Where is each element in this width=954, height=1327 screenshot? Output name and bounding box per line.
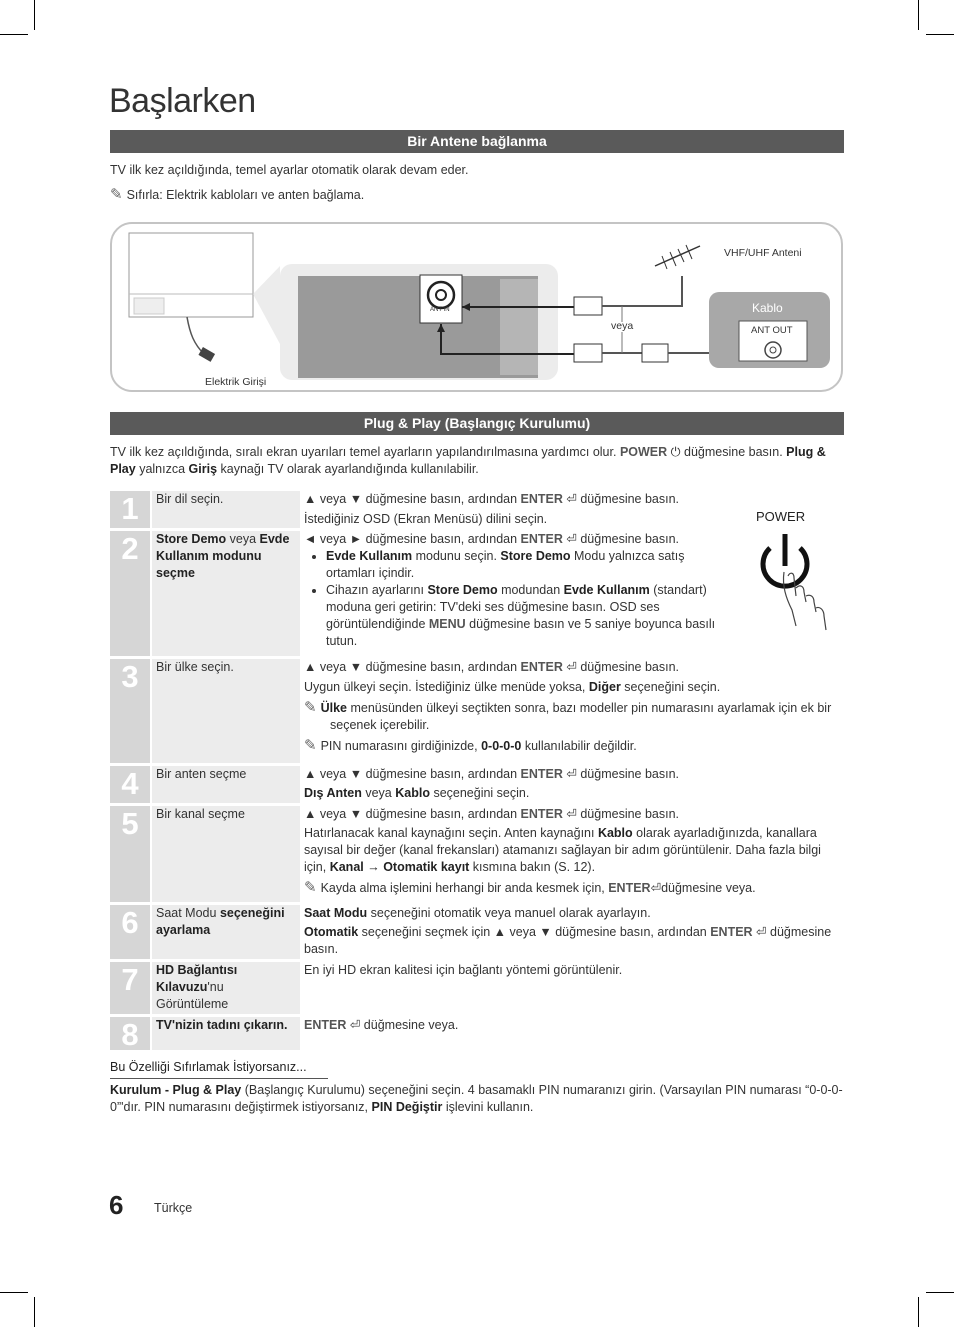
text: Kablo bbox=[395, 786, 430, 800]
power-finger-icon bbox=[748, 526, 838, 636]
step-number: 2 bbox=[110, 531, 150, 656]
power-button-illustration bbox=[748, 508, 838, 633]
enter-key: ENTER bbox=[520, 532, 563, 546]
text: düğmesine basın ve 5 saniye boyunca basılı tutun. bbox=[326, 617, 716, 648]
antenna-note bbox=[110, 186, 364, 204]
text: veya bbox=[361, 786, 396, 800]
intro-text: yalnızca bbox=[135, 462, 189, 476]
text: Saat Modu bbox=[156, 906, 220, 920]
text: Cihazın ayarlarını bbox=[326, 583, 428, 597]
text: düğmesine basın. bbox=[576, 492, 680, 506]
text: işlevini kullanın. bbox=[442, 1100, 534, 1114]
divider bbox=[110, 1078, 328, 1079]
enter-key: ENTER bbox=[710, 925, 753, 939]
text: 0-0-0-0 bbox=[481, 739, 522, 753]
crop-mark bbox=[0, 34, 28, 35]
text: En iyi HD ekran kalitesi için bağlantı yöntemi görüntülenir. bbox=[304, 963, 623, 977]
text: modunu seçin. bbox=[412, 549, 501, 563]
text: Kablo bbox=[597, 826, 633, 840]
text: olarak ayarladığınızda, kanallara sayısal bir değer (kanal frekansları) atamanızı sağlayan bir adım görüntülenir. Daha fazla bilgi için, bbox=[304, 826, 821, 874]
crop-mark bbox=[926, 1292, 954, 1293]
text: kullanılabilir değildir. bbox=[521, 739, 637, 753]
text: Kanal → Otomatik kayıt bbox=[329, 860, 470, 874]
text: Modu yalnızca satış ortamları içindir. bbox=[326, 549, 685, 580]
step-label: Bir kanal seçme bbox=[152, 806, 300, 902]
ant-in-label: ANT IN bbox=[430, 307, 450, 313]
crop-mark bbox=[918, 0, 919, 30]
text: 'nu Görüntüleme bbox=[156, 980, 229, 1011]
antenna-intro: TV ilk kez açıldığında, temel ayarlar otomatik olarak devam eder. bbox=[110, 163, 469, 177]
text: Evde Kullanım bbox=[563, 583, 650, 597]
step-label bbox=[152, 905, 300, 959]
text: Store Demo bbox=[427, 583, 498, 597]
enter-key-icon: ⏎ bbox=[346, 1018, 361, 1032]
enter-key: ENTER bbox=[304, 1018, 347, 1032]
reset-title: Bu Özelliği Sıfırlamak İstiyorsanız... bbox=[110, 1060, 307, 1074]
step-3 bbox=[110, 659, 845, 763]
text: HD Bağlantısı Kılavuzu bbox=[156, 963, 238, 994]
text: seçeneğini seçmek için ▲ veya ▼ düğmesine basın, ardından bbox=[358, 925, 711, 939]
step-label: Bir ülke seçin. bbox=[152, 659, 300, 763]
enter-key: ENTER bbox=[520, 767, 563, 781]
text: düğmesine basın. bbox=[576, 660, 680, 674]
text: modundan bbox=[497, 583, 564, 597]
power-label: POWER bbox=[756, 509, 806, 524]
step-number: 6 bbox=[110, 905, 150, 959]
page-title: Başlarken bbox=[109, 82, 256, 120]
enter-key: ENTER bbox=[520, 660, 563, 674]
text: TV'nizin tadını çıkarın. bbox=[156, 1018, 288, 1032]
power-input-label: Elektrik Girişi bbox=[205, 376, 267, 388]
antenna-connection-diagram bbox=[110, 222, 843, 392]
list-item bbox=[326, 582, 725, 650]
step-8 bbox=[110, 1017, 845, 1050]
text: ▲ veya ▼ düğmesine basın, ardından bbox=[304, 660, 521, 674]
enter-key: ENTER bbox=[608, 881, 651, 895]
enter-key: ENTER bbox=[520, 807, 563, 821]
text: düğmesine basın. bbox=[304, 925, 832, 956]
enter-key-icon: ⏎ bbox=[562, 807, 577, 821]
step-description bbox=[300, 659, 845, 763]
intro-text: düğmesine basın. bbox=[680, 445, 787, 459]
step-number: 7 bbox=[110, 962, 150, 1014]
antenna-note-text: Sıfırla: Elektrik kabloları ve anten bağlama. bbox=[126, 188, 365, 202]
text: Otomatik bbox=[304, 925, 359, 939]
text: düğmesine basın. bbox=[576, 532, 680, 546]
step-2 bbox=[110, 531, 845, 656]
cable-label: Kablo bbox=[752, 301, 783, 315]
crop-mark bbox=[34, 1297, 35, 1327]
text: PIN Değiştir bbox=[371, 1100, 443, 1114]
step-description bbox=[300, 905, 845, 959]
step-number: 4 bbox=[110, 766, 150, 803]
page-number: 6 bbox=[109, 1190, 124, 1220]
intro-giris: Giriş bbox=[188, 462, 218, 476]
text: (Başlangıç Kurulumu) seçeneğini seçin. 4 basamaklı PIN numaranızı girin. (Varsayılan PIN numarası “0-0-0-0”'dır. PIN numarasını değiştirmek istiyorsanız, bbox=[110, 1083, 843, 1114]
text: Evde Kullanım modunu seçme bbox=[156, 532, 290, 580]
crop-mark bbox=[34, 0, 35, 30]
ant-out-label: ANT OUT bbox=[751, 325, 793, 336]
text: Dış Anten bbox=[304, 786, 362, 800]
step-number: 3 bbox=[110, 659, 150, 763]
text: Kayda alma işlemini herhangi bir anda kesmek için, bbox=[320, 881, 609, 895]
text: Store Demo bbox=[500, 549, 571, 563]
text: Hatırlanacak kanal kaynağını seçin. Anten kaynağını bbox=[304, 826, 598, 840]
note-pencil-icon: ✎ bbox=[304, 699, 317, 716]
vhf-uhf-antenna-label: VHF/UHF Anteni bbox=[724, 247, 802, 259]
step-number: 1 bbox=[110, 491, 150, 528]
text: seçeneğini ayarlama bbox=[156, 906, 285, 937]
text: Kurulum - Plug & Play bbox=[110, 1083, 242, 1097]
power-symbol-icon: ⏻ bbox=[667, 445, 681, 459]
note-pencil-icon: ✎ bbox=[304, 879, 317, 896]
plug-play-intro bbox=[110, 444, 844, 478]
step-description bbox=[300, 766, 845, 803]
text: veya bbox=[226, 532, 260, 546]
step-label: Bir dil seçin. bbox=[152, 491, 300, 528]
text: ◄ veya ► düğmesine basın, ardından bbox=[304, 532, 521, 546]
text: seçeneğini seçin. bbox=[429, 786, 530, 800]
text: Saat Modu bbox=[304, 906, 368, 920]
text: ▲ veya ▼ düğmesine basın, ardından bbox=[304, 807, 521, 821]
step-label bbox=[152, 962, 300, 1014]
text: düğmesine basın. bbox=[576, 807, 680, 821]
intro-plug-play: Plug & Play bbox=[110, 445, 826, 476]
crop-mark bbox=[926, 34, 954, 35]
enter-key-icon: ⏎ bbox=[752, 925, 767, 939]
step-4 bbox=[110, 766, 845, 803]
enter-key-icon: ⏎ bbox=[650, 881, 662, 895]
text: düğmesine veya. bbox=[661, 881, 756, 895]
crop-mark bbox=[0, 1292, 28, 1293]
crop-mark bbox=[918, 1297, 919, 1327]
intro-text: kaynağı TV olarak ayarlandığında kullanılabilir. bbox=[217, 462, 479, 476]
text: İstediğiniz OSD (Ekran Menüsü) dilini seçin. bbox=[304, 512, 548, 526]
text: ▲ veya ▼ düğmesine basın, ardından bbox=[304, 767, 521, 781]
note-pencil-icon: ✎ bbox=[110, 186, 123, 203]
step-description bbox=[300, 806, 845, 902]
page-language: Türkçe bbox=[154, 1201, 193, 1215]
enter-key-icon: ⏎ bbox=[562, 492, 577, 506]
text: seçeneğini otomatik veya manuel olarak ayarlayın. bbox=[367, 906, 651, 920]
step-number: 5 bbox=[110, 806, 150, 902]
step-description bbox=[300, 1017, 845, 1050]
intro-text: TV ilk kez açıldığında, sıralı ekran uyarıları temel ayarların yapılandırılmasına yardımcı olur. bbox=[110, 445, 620, 459]
text: düğmesine basın. bbox=[576, 767, 680, 781]
text: Uygun ülkeyi seçin. İstediğiniz ülke menüde yoksa, bbox=[304, 680, 589, 694]
text: Diğer bbox=[588, 680, 621, 694]
text: menüsünden ülkeyi seçtikten sonra, bazı modeller pin numarasını ayarlamak için ek bir seçenek içerebilir. bbox=[330, 701, 832, 732]
enter-key-icon: ⏎ bbox=[562, 767, 577, 781]
intro-power: POWER bbox=[619, 445, 668, 459]
text: düğmesine veya. bbox=[360, 1018, 459, 1032]
enter-key-icon: ⏎ bbox=[562, 660, 577, 674]
step-label: Bir anten seçme bbox=[152, 766, 300, 803]
text: ▲ veya ▼ düğmesine basın, ardından bbox=[304, 492, 521, 506]
text: seçeneğini seçin. bbox=[620, 680, 721, 694]
or-label: veya bbox=[611, 320, 634, 332]
text: (standart) moduna geri getirin: TV'deki ses düğmesine basın. OSD ses görüntülendiğinde bbox=[326, 583, 707, 631]
text: MENU bbox=[428, 617, 466, 631]
enter-key-icon: ⏎ bbox=[562, 532, 577, 546]
step-label bbox=[152, 531, 300, 656]
text: Ülke bbox=[320, 701, 347, 715]
section-header-antenna: Bir Antene bağlanma bbox=[110, 130, 844, 153]
list-item bbox=[326, 548, 725, 582]
section-header-plug-play: Plug & Play (Başlangıç Kurulumu) bbox=[110, 412, 844, 435]
text: Evde Kullanım bbox=[326, 549, 413, 563]
step-description bbox=[300, 962, 845, 1014]
text: PIN numarasını girdiğinizde, bbox=[320, 739, 482, 753]
step-label bbox=[152, 1017, 300, 1050]
step-1 bbox=[110, 491, 845, 528]
text: kısmına bakın (S. 12). bbox=[469, 860, 596, 874]
enter-key: ENTER bbox=[520, 492, 563, 506]
step-number: 8 bbox=[110, 1017, 150, 1050]
text: Store Demo bbox=[156, 532, 227, 546]
step-7 bbox=[110, 962, 845, 1014]
reset-text bbox=[110, 1082, 844, 1116]
step-6 bbox=[110, 905, 845, 959]
step-5 bbox=[110, 806, 845, 902]
plug-play-steps bbox=[110, 491, 845, 1053]
note-pencil-icon: ✎ bbox=[304, 737, 317, 754]
